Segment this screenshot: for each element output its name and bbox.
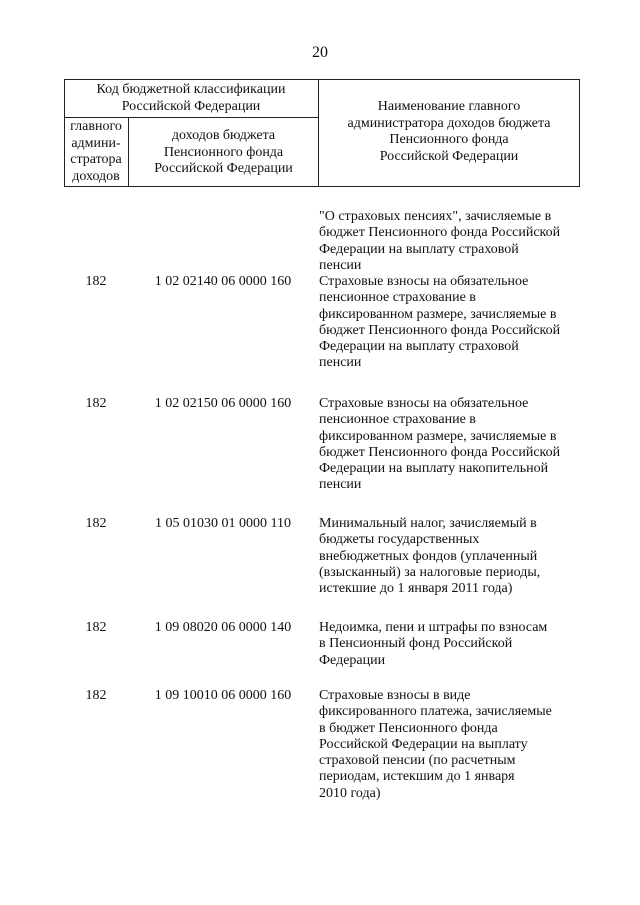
row-name-line: "О страховых пенсиях", зачисляемые в bbox=[319, 209, 552, 224]
row-budget-code: 1 09 10010 06 0000 160 bbox=[154, 688, 292, 703]
header-group-line: Российской Федерации bbox=[121, 98, 261, 114]
row-name-line: внебюджетных фондов (уплаченный bbox=[319, 548, 538, 564]
row-name-line: (взысканный) за налоговые периоды, bbox=[319, 564, 541, 580]
row-name-line: бюджет Пенсионного фонда Российской bbox=[319, 225, 561, 241]
header-group-line: Код бюджетной классификации bbox=[96, 82, 286, 97]
row-name-line: Федерации на выплату страховой bbox=[319, 241, 519, 257]
row-name-line: бюджеты государственных bbox=[319, 532, 480, 548]
row-name-line: пенсии bbox=[319, 477, 362, 493]
row-name bbox=[319, 688, 581, 802]
row-budget-code: 1 09 08020 06 0000 140 bbox=[154, 620, 292, 635]
row-name bbox=[319, 209, 581, 274]
header-col-admin bbox=[64, 119, 128, 185]
row-name-line: в бюджет Пенсионного фонда bbox=[319, 720, 498, 736]
header-admin-line: доходов bbox=[72, 168, 120, 184]
page-number: 20 bbox=[312, 44, 328, 61]
row-name-line: Российской Федерации на выплату bbox=[319, 736, 528, 752]
row-name bbox=[319, 620, 581, 669]
row-budget-code: 1 02 02150 06 0000 160 bbox=[154, 396, 292, 411]
header-col-income bbox=[129, 128, 318, 178]
row-admin-code: 182 bbox=[85, 396, 107, 411]
row-admin-code: 182 bbox=[85, 688, 107, 703]
row-name-line: Федерации на выплату страховой bbox=[319, 339, 519, 355]
header-name-line: Наименование главного bbox=[377, 99, 521, 114]
header-group-title bbox=[64, 82, 318, 115]
row-name-line: пенсии bbox=[319, 257, 362, 273]
header-income-line: доходов бюджета bbox=[171, 128, 276, 143]
row-name-line: Федерации на выплату накопительной bbox=[319, 461, 549, 477]
row-name-line: в Пенсионный фонд Российской bbox=[319, 636, 513, 652]
row-name-line: пенсии bbox=[319, 355, 362, 371]
row-budget-code: 1 02 02140 06 0000 160 bbox=[154, 274, 292, 289]
row-name bbox=[319, 516, 581, 597]
row-admin-code: 182 bbox=[85, 620, 107, 635]
row-name-line: фиксированном размере, зачисляемые в bbox=[319, 428, 557, 444]
row-name-line: фиксированного платежа, зачисляемые bbox=[319, 704, 552, 720]
header-admin-line: стратора bbox=[70, 152, 122, 167]
row-name bbox=[319, 396, 581, 494]
header-income-line: Пенсионного фонда bbox=[163, 144, 284, 160]
row-budget-code: 1 05 01030 01 0000 110 bbox=[155, 516, 291, 531]
header-admin-line: админи- bbox=[71, 135, 121, 151]
row-name-line: бюджет Пенсионного фонда Российской bbox=[319, 444, 561, 460]
row-name-line: Минимальный налог, зачисляемый в bbox=[319, 516, 537, 531]
header-name-line: Российской Федерации bbox=[379, 148, 519, 164]
row-name-line: истекшие до 1 января 2011 года) bbox=[319, 581, 513, 597]
row-name-line: Страховые взносы в виде bbox=[319, 688, 471, 703]
row-admin-code: 182 bbox=[85, 274, 107, 289]
row-name-line: бюджет Пенсионного фонда Российской bbox=[319, 322, 561, 338]
header-admin-line: главного bbox=[70, 119, 122, 134]
header-col-name bbox=[319, 99, 579, 165]
row-admin-code: 182 bbox=[85, 516, 107, 531]
row-name-line: периодам, истекшим до 1 января bbox=[319, 769, 515, 785]
row-name-line: страховой пенсии (по расчетным bbox=[319, 753, 516, 769]
row-name-line: Страховые взносы на обязательное bbox=[319, 396, 529, 411]
header-name-line: Пенсионного фонда bbox=[389, 132, 509, 147]
header-income-line: Российской Федерации bbox=[154, 161, 293, 176]
row-name-line: пенсионное страхование в bbox=[319, 290, 476, 306]
row-name-line: пенсионное страхование в bbox=[319, 412, 476, 428]
row-name bbox=[319, 274, 581, 372]
row-name-line: фиксированном размере, зачисляемые в bbox=[319, 306, 557, 322]
row-name-line: Недоимка, пени и штрафы по взносам bbox=[319, 620, 548, 635]
row-name-line: 2010 года) bbox=[319, 785, 381, 801]
header-name-line: администратора доходов бюджета bbox=[347, 115, 551, 131]
table-header bbox=[64, 79, 580, 187]
row-name-line: Федерации bbox=[319, 652, 386, 668]
row-name-line: Страховые взносы на обязательное bbox=[319, 274, 529, 289]
